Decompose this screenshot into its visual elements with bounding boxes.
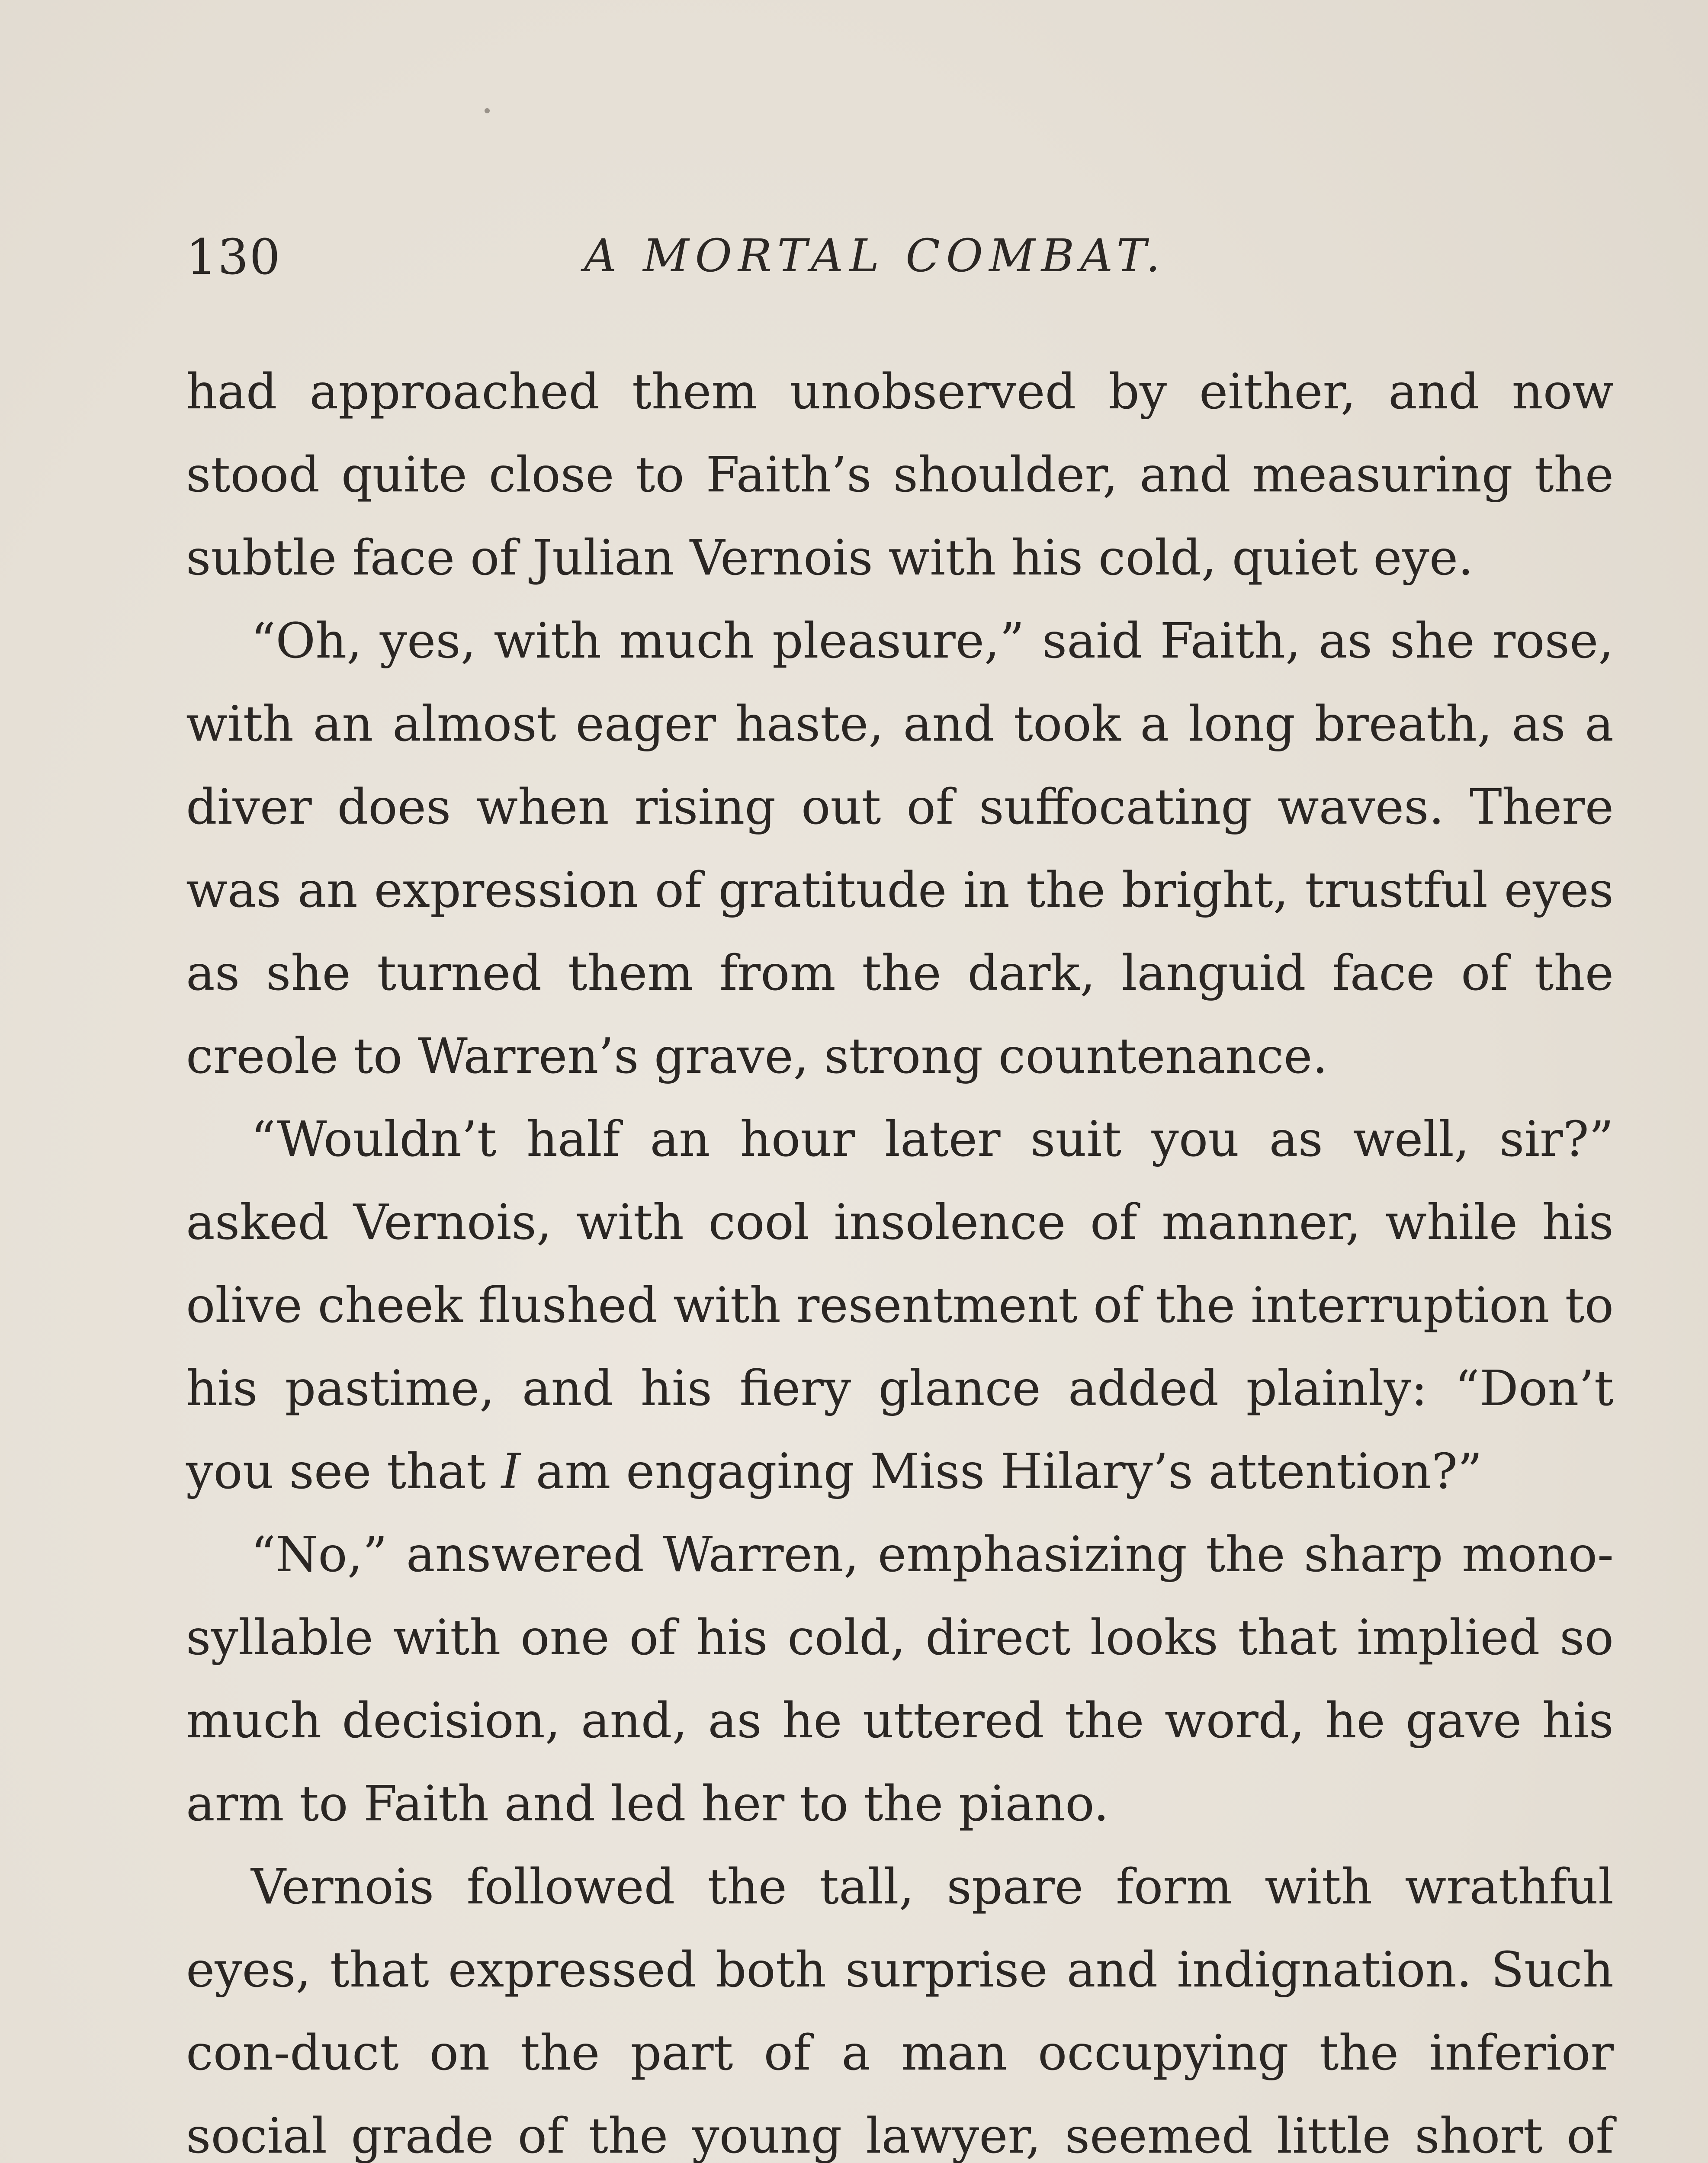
running-title: A MORTAL COMBAT. [584, 229, 1166, 282]
paragraph-text: “Oh, yes, with much pleasure,” said Faith, as she rose, with an almost eager haste, and took a long breath, as a diver does when rising out of suffocating waves. There was an expression of gratitude in the bright, trustful eyes as she turned them from the dark, languid face of the creole to Warren’s grave, strong countenance. [186, 613, 1614, 1085]
paragraph-text: Vernois followed the tall, spare form with wrathful eyes, that expressed both surprise and indignation. Such con-duct on the part of a man occupying the inferior social grade of the young lawyer, seemed little short of [186, 1859, 1614, 2163]
paragraph-text: had approached them unobserved by either, and now stood quite close to Faith’s shoulder, and measuring the subtle face of Julian Vernois with his cold, quiet eye. [186, 364, 1614, 586]
paragraph-text: “Wouldn’t half an hour later suit you as well, sir?” asked Vernois, with cool insolence of manner, while his olive cheek flushed with resentment of the interruption to his pastime, and his fiery glance added plainly: “Don’t you see that [186, 1111, 1614, 1500]
paragraph-text: am engaging Miss Hilary’s attention?” [520, 1444, 1483, 1500]
paragraph [186, 350, 1614, 600]
page-header [186, 229, 1614, 316]
italic-text: I [501, 1444, 520, 1500]
paragraph-text: “No,” answered Warren, emphasizing the sharp mono-syllable with one of his cold, direct looks that implied so much decision, and, as he uttered the word, he gave his arm to Faith and led her to the piano. [186, 1527, 1614, 1832]
paragraph [186, 1098, 1614, 1513]
paragraph [186, 1845, 1614, 2163]
paragraph [186, 1513, 1614, 1845]
paragraph [186, 600, 1614, 1098]
body-text [186, 350, 1614, 2163]
paper-speck [485, 108, 490, 113]
page-number: 130 [186, 229, 281, 286]
